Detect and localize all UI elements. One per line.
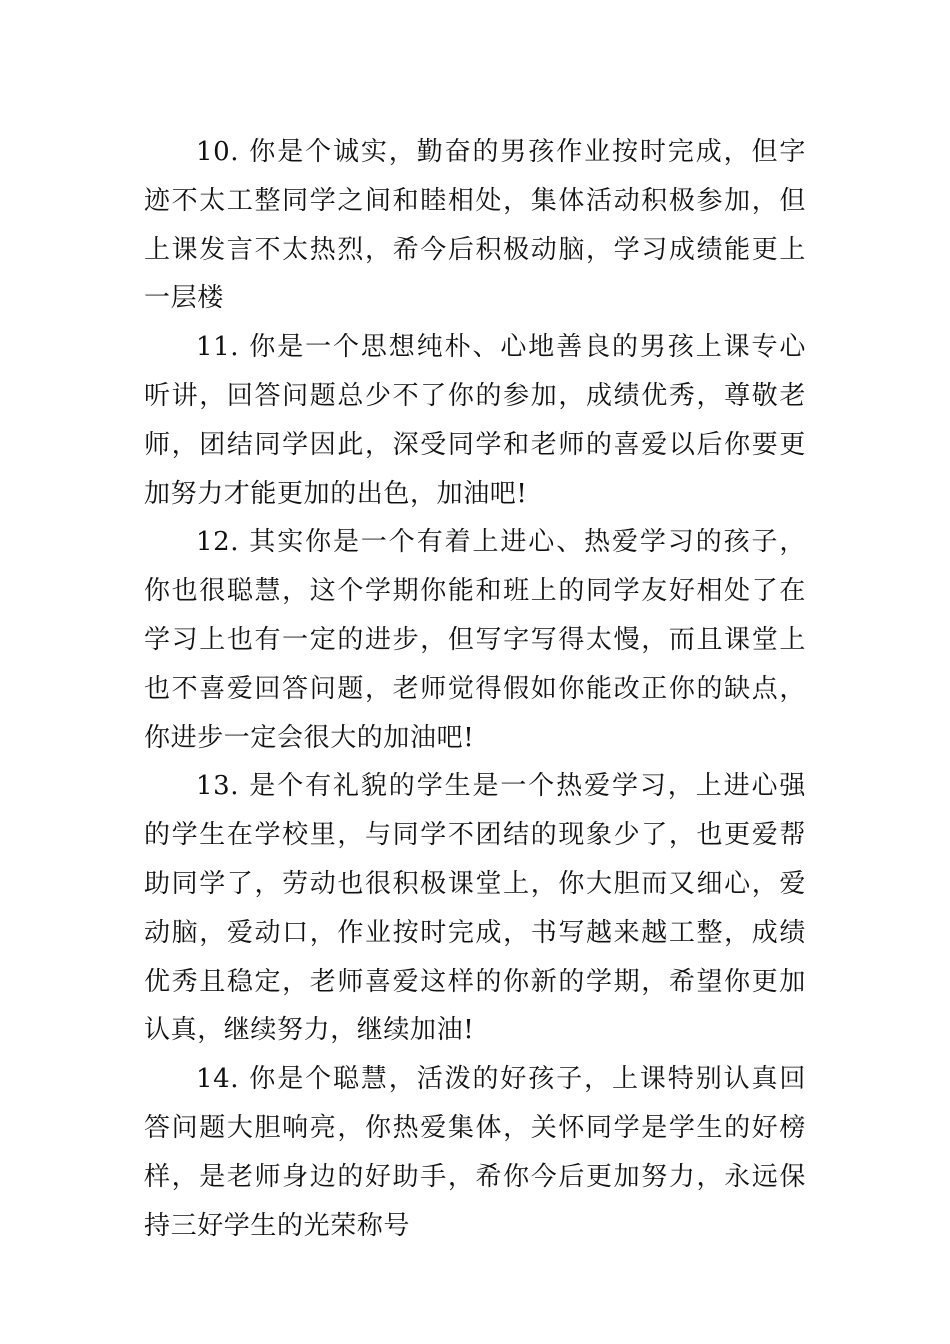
paragraph-11: 11. 你是一个思想纯朴、心地善良的男孩上课专心听讲，回答问题总少不了你的参加，成绩优秀，尊敬老师，团结同学因此，深受同学和老师的喜爱以后你要更加努力才能更加的出色，加油吧! (144, 332, 806, 509)
paragraph-13: 13. 是个有礼貌的学生是一个热爱学习，上进心强的学生在学校里，与同学不团结的现象少了，也更爱帮助同学了，劳动也很积极课堂上，你大胆而又细心，爱动脑，爱动口，作业按时完成，书写越来越工整，成绩优秀且稳定，老师喜爱这样的你新的学期，希望你更加认真，继续努力，继续加油! (144, 771, 806, 1046)
paragraph-14: 14. 你是个聪慧，活泼的好孩子，上课特别认真回答问题大胆响亮，你热爱集体，关怀同学是学生的好榜样，是老师身边的好助手，希你今后更加努力，永远保持三好学生的光荣称号 (144, 1064, 806, 1241)
document-body (144, 128, 806, 1250)
paragraph-12: 12. 其实你是一个有着上进心、热爱学习的孩子，你也很聪慧，这个学期你能和班上的同学友好相处了在学习上也有一定的进步，但写字写得太慢，而且课堂上也不喜爱回答问题，老师觉得假如你能改正你的缺点，你进步一定会很大的加油吧! (144, 527, 806, 753)
paragraph-10: 10. 你是个诚实，勤奋的男孩作业按时完成，但字迹不太工整同学之间和睦相处，集体活动积极参加，但上课发言不太热烈，希今后积极动脑，学习成绩能更上一层楼 (144, 137, 806, 314)
